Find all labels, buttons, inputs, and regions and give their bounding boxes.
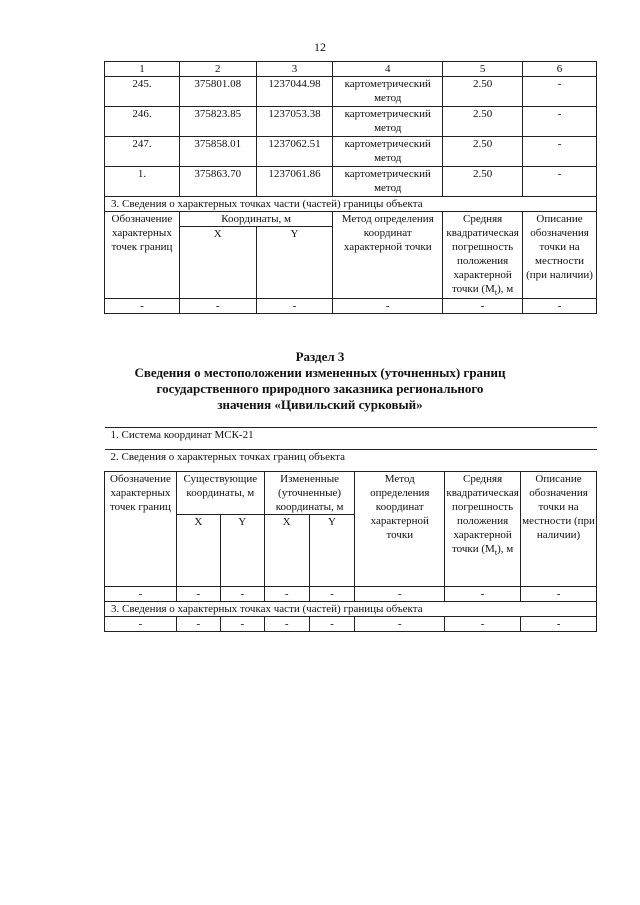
cell: - [355, 617, 445, 632]
header-existing-y: Y [220, 515, 264, 587]
header-changed: Измененные (уточненные) координаты, м [264, 472, 355, 515]
points-table-continued [104, 61, 597, 314]
table-row [105, 299, 597, 314]
description: - [523, 167, 597, 197]
parts-heading: 3. Сведения о характерных точках части (частей) границы объекта [105, 197, 597, 212]
header-existing-x: X [176, 515, 220, 587]
cell: - [105, 617, 177, 632]
table-row [105, 167, 597, 197]
cell: - [220, 617, 264, 632]
points-heading: 2. Сведения о характерных точках границ объекта [105, 450, 597, 472]
cell: - [445, 617, 521, 632]
coord-y: 1237053.38 [256, 107, 333, 137]
page-number: 12 [314, 40, 326, 54]
header-error: Средняя квадратическая погрешность положения характерной точки $(M_t)$, м [443, 212, 523, 299]
table-row [105, 77, 597, 107]
cell: - [445, 587, 521, 602]
cell: - [264, 617, 309, 632]
section3-table [104, 427, 597, 632]
section-subtitle: Сведения о местоположении измененных (уточненных) границ государственного природного заказника регионального значения «Цивильский сурковый» [134, 365, 506, 412]
table-row [105, 617, 597, 632]
header-designation: Обозначение характерных точек границ [105, 472, 177, 587]
coord-x: 375858.01 [179, 137, 256, 167]
column-number-row [105, 62, 597, 77]
section-title: Раздел 3 [295, 349, 345, 364]
cell: - [521, 617, 597, 632]
coord-system: 1. Система координат МСК-21 [105, 428, 597, 450]
description: - [523, 107, 597, 137]
header-changed-x: X [264, 515, 309, 587]
cell: - [105, 587, 177, 602]
point-id: 246. [105, 107, 180, 137]
cell: - [523, 299, 597, 314]
method: картометрический метод [333, 167, 443, 197]
header-designation: Обозначение характерных точек границ [105, 212, 180, 299]
cell: - [220, 587, 264, 602]
cell: - [105, 299, 180, 314]
coord-y: 1237062.51 [256, 137, 333, 167]
cell: - [443, 299, 523, 314]
cell: - [256, 299, 333, 314]
points-heading-row [105, 450, 597, 472]
header-changed-y: Y [309, 515, 355, 587]
parts-heading: 3. Сведения о характерных точках части (частей) границы объекта [105, 602, 597, 617]
header-description: Описание обозначения точки на местности (при наличии) [523, 212, 597, 299]
header-description: Описание обозначения точки на местности (при наличии) [521, 472, 597, 587]
cell: - [176, 617, 220, 632]
col-num: 3 [256, 62, 333, 77]
header-row [105, 472, 597, 515]
parts-heading-row [105, 197, 597, 212]
point-id: 245. [105, 77, 180, 107]
header-method: Метод определения координат характерной точки [333, 212, 443, 299]
header-method: Метод определения координат характерной точки [355, 472, 445, 587]
coord-y: 1237061.86 [256, 167, 333, 197]
cell: - [176, 587, 220, 602]
coord-y: 1237044.98 [256, 77, 333, 107]
table-row [105, 137, 597, 167]
col-num: 2 [179, 62, 256, 77]
description: - [523, 137, 597, 167]
method: картометрический метод [333, 77, 443, 107]
error: 2.50 [443, 137, 523, 167]
cell: - [309, 587, 355, 602]
header-error: Средняя квадратическая погрешность положения характерной точки $(M_t)$, м [445, 472, 521, 587]
header-y: Y [256, 227, 333, 299]
point-id: 1. [105, 167, 180, 197]
cell: - [309, 617, 355, 632]
col-num: 1 [105, 62, 180, 77]
col-num: 4 [333, 62, 443, 77]
header-existing: Существующие координаты, м [176, 472, 264, 515]
table-row [105, 587, 597, 602]
coord-x: 375823.85 [179, 107, 256, 137]
cell: - [264, 587, 309, 602]
header-coordinates: Координаты, м [179, 212, 332, 227]
error: 2.50 [443, 77, 523, 107]
col-num: 5 [443, 62, 523, 77]
cell: - [333, 299, 443, 314]
header-x: X [179, 227, 256, 299]
coord-system-row [105, 428, 597, 450]
error: 2.50 [443, 167, 523, 197]
table-row [105, 107, 597, 137]
coord-x: 375801.08 [179, 77, 256, 107]
parts-heading-row [105, 602, 597, 617]
point-id: 247. [105, 137, 180, 167]
cell: - [355, 587, 445, 602]
description: - [523, 77, 597, 107]
cell: - [521, 587, 597, 602]
method: картометрический метод [333, 137, 443, 167]
coord-x: 375863.70 [179, 167, 256, 197]
header-row [105, 212, 597, 227]
method: картометрический метод [333, 107, 443, 137]
col-num: 6 [523, 62, 597, 77]
error: 2.50 [443, 107, 523, 137]
cell: - [179, 299, 256, 314]
